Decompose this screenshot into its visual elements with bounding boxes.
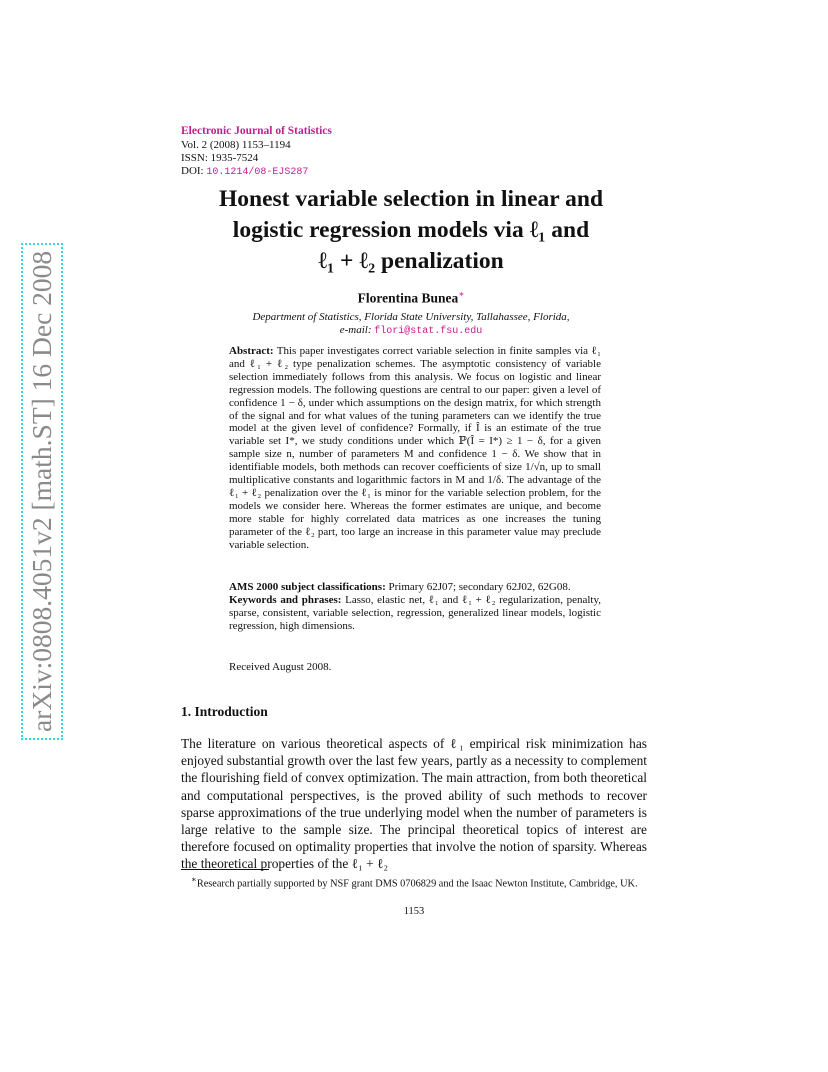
abstract-text: This paper investigates correct variable selection in finite samples via ℓ₁ and ℓ₁ + ℓ₂ type penalization schemes. The asymptotic consistency of variable selection immediately follows from this analysis. We focus on logistic and linear regression models. The following questions are central to our paper: given a level of confidence 1 − δ, under which assumptions on the design matrix, for which strength of the signal and for what values of the tuning parameters can we identify the true model at the given level of confidence? Formally, if Î is an estimate of the true variable set I*, we study conditions under which ℙ(Î = I*) ≥ 1 − δ, for a given sample size n, number of parameters M and confidence 1 − δ. We show that in identifiable models, both methods can recover coefficients of size 1/√n, up to small multiplicative constants and logarithmic factors in M and 1/δ. The advantage of the ℓ₁ + ℓ₂ penalization over the ℓ₁ is minor for the variable selection problem, for the models we consider here. Whereas the former estimates are unique, and become more stable for highly correlated data matrices as one increases the tuning parameter of the ℓ₂ part, too large an increase in this parameter value may preclude variable selection.	[229, 345, 601, 551]
doi-link[interactable]: 10.1214/08-EJS287	[206, 167, 309, 178]
ams-label: AMS 2000 subject classifications:	[229, 581, 386, 593]
classification-block	[229, 581, 601, 633]
volume-info: Vol. 2 (2008) 1153–1194	[181, 139, 291, 151]
page-number: 1153	[403, 906, 425, 917]
footnote	[181, 873, 647, 891]
doi-label: DOI:	[181, 165, 204, 177]
abstract-label: Abstract:	[229, 345, 274, 357]
title-line-1: Honest variable selection in linear and	[218, 186, 604, 212]
footnote-text: Research partially supported by NSF grant DMS 0706829 and the Isaac Newton Institute, Cambridge, UK.	[196, 878, 638, 890]
author-name: Florentina Bunea	[357, 290, 459, 306]
footnote-rule	[181, 869, 269, 870]
keywords	[229, 594, 601, 633]
doi-line	[181, 165, 308, 179]
paper-title	[181, 184, 641, 277]
ams-classification	[229, 581, 601, 594]
email-label: e-mail:	[339, 324, 372, 336]
email-link[interactable]: flori@stat.fsu.edu	[374, 326, 483, 337]
body-paragraph: The literature on various theoretical aspects of ℓ₁ empirical risk minimization has enjoyed substantial growth over the last few years, partly as a necessity to complement the flourishing field of convex optimization. The main attraction, from both theoretical and computational perspectives, is the proved ability of such methods to recover sparse approximations of the true underlying model when the number of parameters is large relative to the sample size. The principal theoretical topics of interest are therefore focused on optimality properties that involve the notion of sparsity. Whereas the theoretical properties of the ℓ₁ + ℓ₂	[181, 736, 647, 872]
keywords-label: Keywords and phrases:	[229, 593, 342, 606]
journal-name[interactable]: Electronic Journal of Statistics	[181, 125, 332, 137]
received-date: Received August 2008.	[229, 661, 332, 673]
affiliation-block	[181, 311, 641, 338]
title-line-2: logistic regression models via ℓ₁ and	[232, 217, 590, 243]
author-line	[181, 289, 641, 307]
arxiv-identifier[interactable]: arXiv:0808.4051v2 [math.ST] 16 Dec 2008	[21, 243, 63, 740]
section-heading: 1. Introduction	[181, 704, 268, 719]
issn: ISSN: 1935-7524	[181, 152, 259, 164]
abstract	[229, 345, 601, 552]
ams-text: Primary 62J07; secondary 62J02, 62G08.	[388, 581, 571, 593]
email-line	[181, 324, 641, 338]
title-line-3: ℓ₁ + ℓ₂ penalization	[318, 248, 504, 274]
author-footnote-mark[interactable]: ∗	[458, 289, 465, 299]
affiliation: Department of Statistics, Florida State University, Tallahassee, Florida,	[252, 311, 570, 323]
keywords-text: Lasso, elastic net, ℓ₁ and ℓ₁ + ℓ₂ regularization, penalty, sparse, consistent, variable selection, regression, generalized linear models, logistic regression, high dimensions.	[229, 593, 602, 632]
footnote-mark: ∗	[191, 874, 197, 884]
